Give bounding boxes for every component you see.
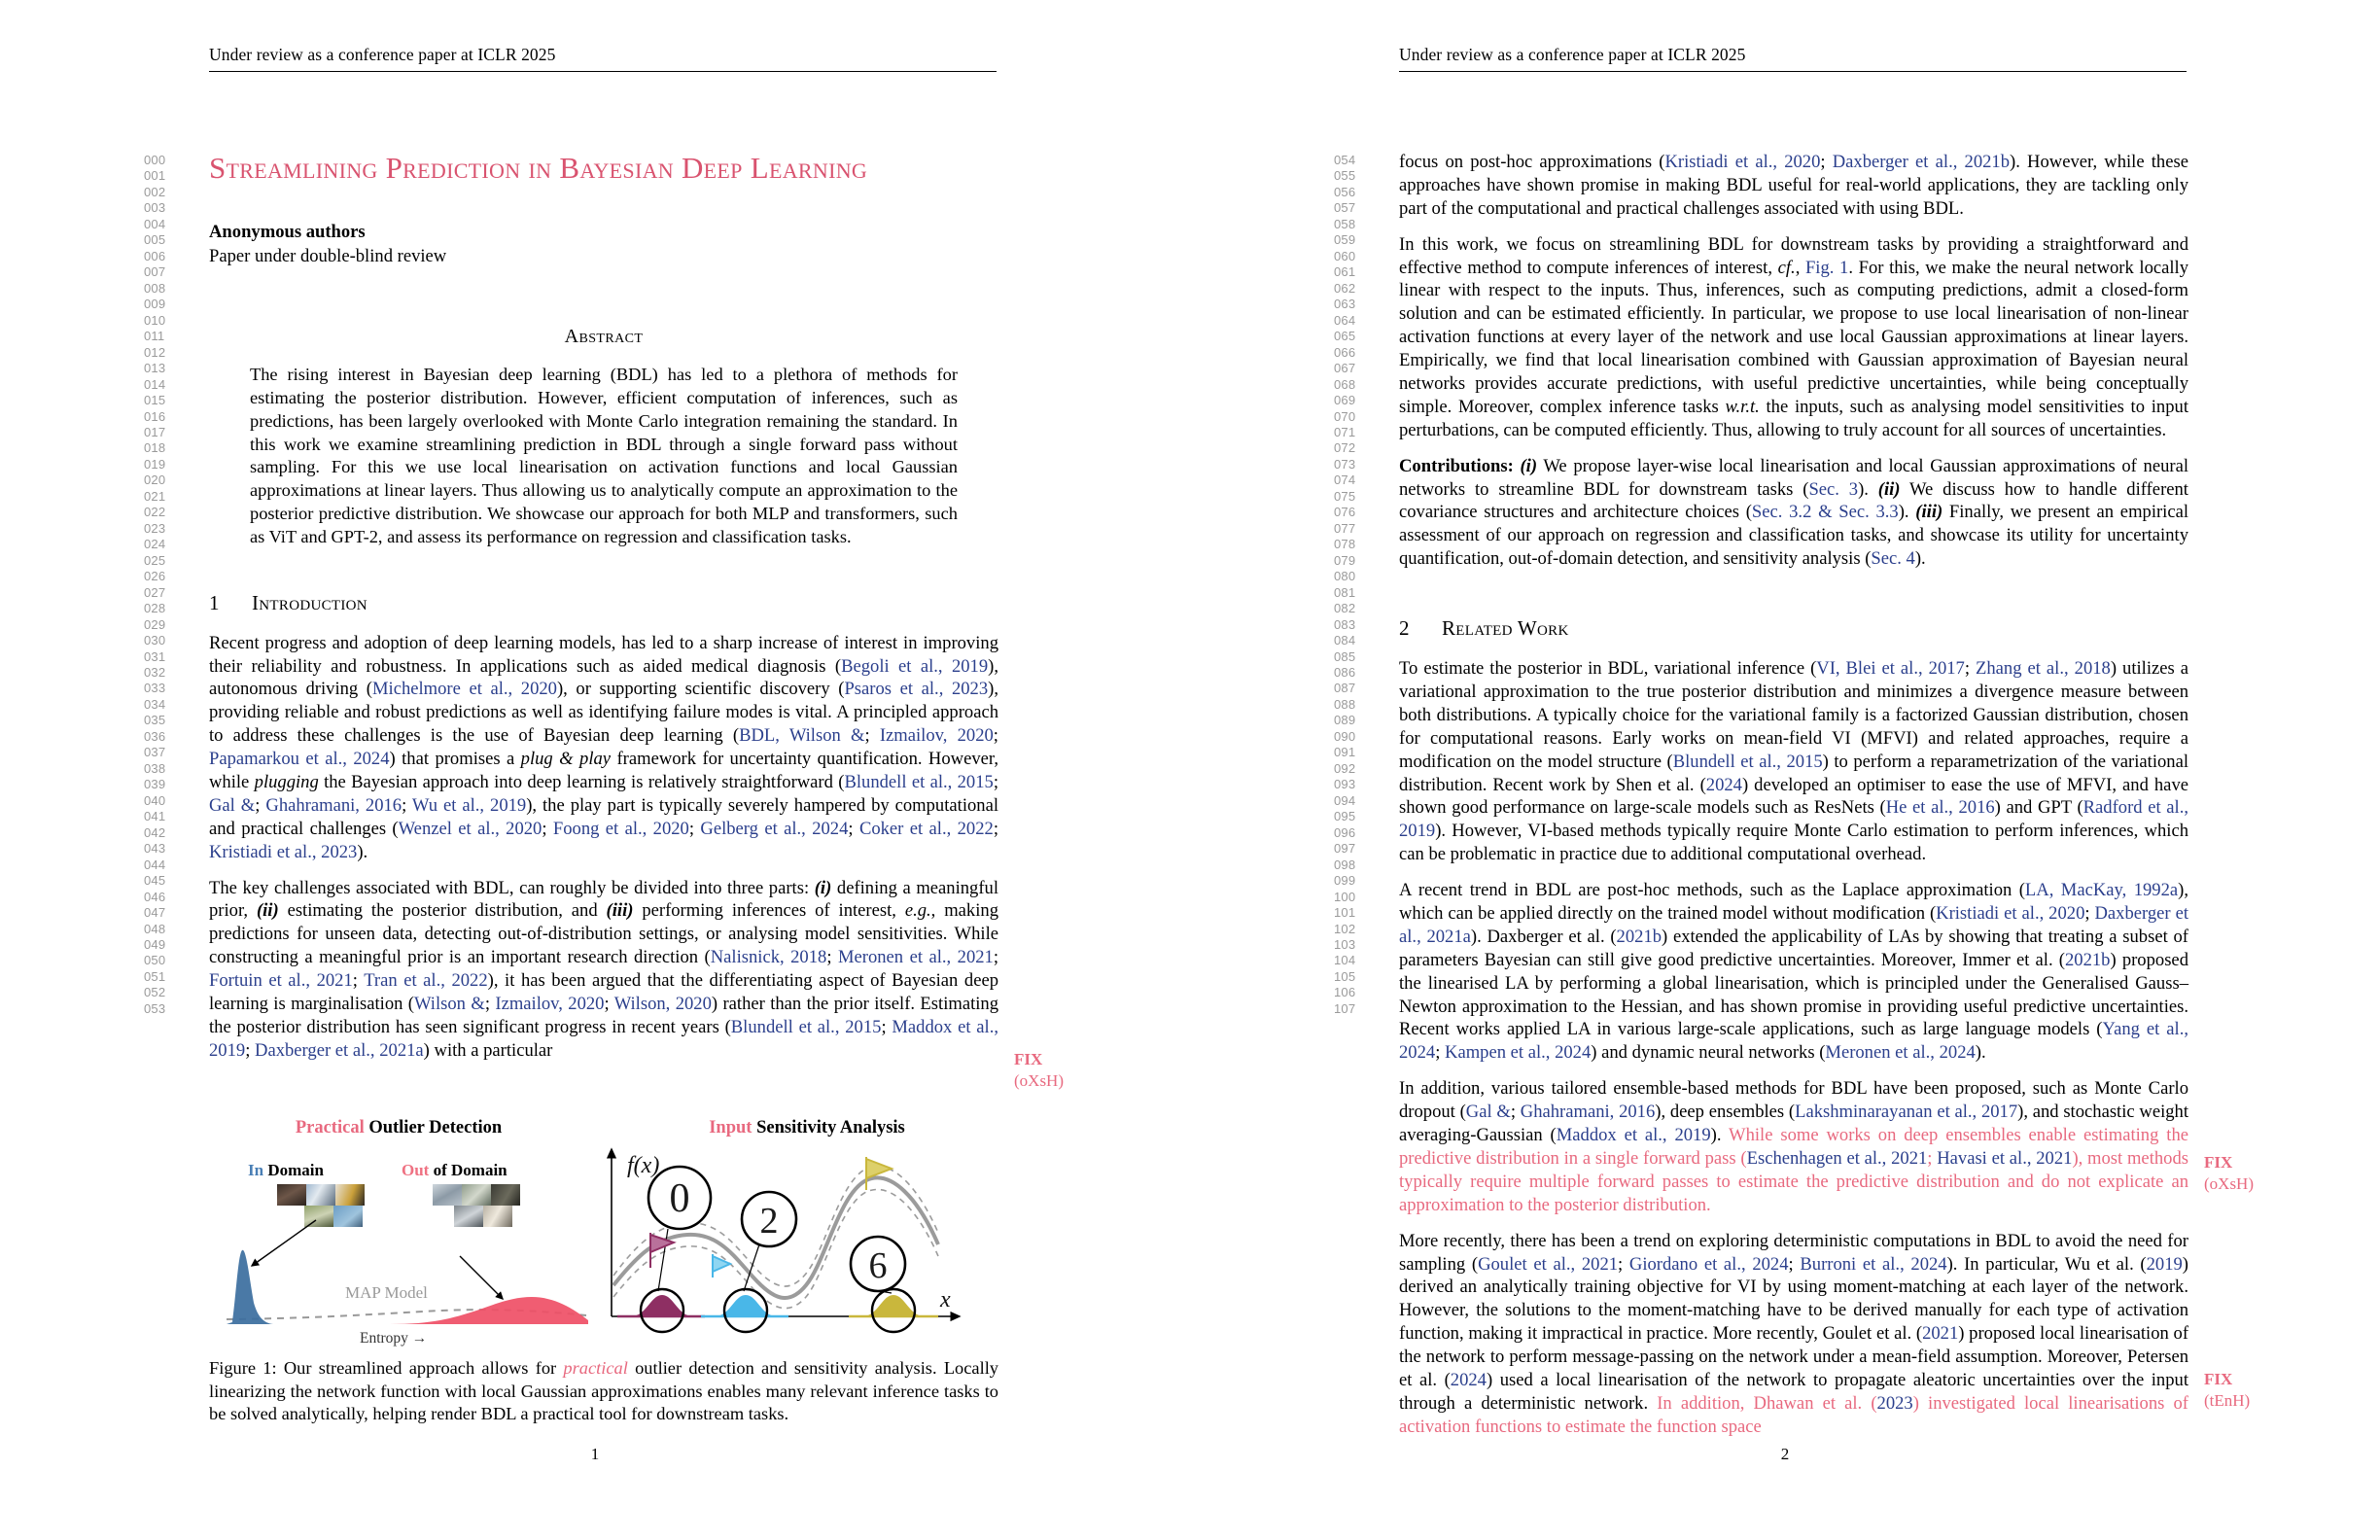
line-number: 098 [1334,857,1356,872]
line-number: 076 [1334,505,1356,520]
authors-name: Anonymous authors [209,222,366,243]
line-number: 054 [1334,153,1356,167]
line-number: 049 [144,936,166,952]
figure-right-title-highlight: Input [709,1118,752,1138]
cross-reference[interactable]: Sec. 4 [1871,548,1915,570]
line-number: 071 [1334,424,1356,439]
citation[interactable]: Meronen et al., 2024 [1825,1042,1976,1064]
line-number: 048 [144,921,166,936]
citation[interactable]: Kristiadi et al., 2020 [1936,903,2085,925]
figure-right-title [598,1118,1016,1138]
authors-note: Paper under double-blind review [209,245,447,266]
out-domain-rest: of Domain [429,1161,508,1179]
line-number: 042 [144,824,166,840]
line-number: 104 [1334,953,1356,968]
line-number: 009 [144,297,166,312]
section-heading-introduction [209,590,998,616]
line-number: 082 [1334,601,1356,616]
caption-rest: outlier detection and sensitivity analysis. Locally linearizing the network function with local Gaussian approximations enables many relevant inference tasks to be solved analytically, helping render BDL a practical tool for downstream tasks. [209,1358,998,1424]
running-header-left [209,45,997,72]
svg-text:0: 0 [669,1176,690,1221]
fix-label: FIX [1014,1050,1043,1068]
paragraph-this-work: In this work, we focus on streamlining BDL for downstream tasks by providing a straightforward and effective method to compute inferences of interest, cf., Fig. 1. For this, we make the neural network locally linear with respect to the inputs. Thus, inferences, such as computing predictions, admit a closed-form solution and can be estimated efficiently. In particular, we propose to use local linearisation of non-linear activation functions at every layer of the network and use local Gaussian approximations at linear layers. Empirically, we find that local linearisation combined with Gaussian approximation of Bayesian neural networks provides accurate predictions, with useful predictive uncertainties, while being conceptually simple. Moreover, complex inference tasks w.r.t. the inputs, such as analysing model sensitivities to input perturbations, can be computed efficiently. Thus, allowing to truly account for all sources of uncertainties. [1399,233,2189,440]
citation[interactable]: Blundell et al., 2015 [1672,751,1823,772]
line-number: 007 [144,264,166,280]
line-number: 062 [1334,280,1356,296]
line-number: 012 [144,344,166,360]
line-number: 005 [144,232,166,248]
citation[interactable]: 2021 [1922,1323,1959,1345]
paragraph-related-work-4: More recently, there has been a trend on exploring deterministic computations in BDL to avoid the need for sampling (Goulet et al., 2021; Giordano et al., 2024; Burroni et al., 2024). In particular, Wu et al. (2019) derived an analytically training objective for VI by using moment-matching at each layer of the network. However, the solutions to the moment-matching have to be derived manually for each type of activation function, making it impractical in practice. More recently, Goulet et al. (2021) proposed local linearisation of the network to perform message-passing on the network under a mean-field assumption. Moreover, Petersen et al. (2024) used a local linearisation of the network to propagate aleatoric uncertainties over the input through a deterministic network. In addition, Dhawan et al. (2023) investigated local linearisations of activation functions to estimate the function space [1399,1230,2189,1437]
cross-reference[interactable]: Sec. 3.2 & Sec. 3.3 [1751,502,1899,523]
citation[interactable]: Blundell et al., 2015 [844,771,994,792]
citation[interactable]: Kristiadi et al., 2023 [209,841,358,862]
line-number: 106 [1334,985,1356,1000]
line-number: 091 [1334,745,1356,760]
line-number: 034 [144,696,166,712]
citation[interactable]: Foong et al., 2020 [552,818,689,839]
citation[interactable]: Havasi et al., 2021 [1937,1147,2073,1169]
citation[interactable]: Burroni et al., 2024 [1800,1253,1947,1275]
line-number: 037 [144,745,166,760]
paragraph-posthoc: focus on post-hoc approximations (Kristiadi et al., 2020; Daxberger et al., 2021b). However, while these approaches have shown promise in making BDL useful for real-world applications, they are tackling only part of the computational and practical challenges associated with using BDL. [1399,152,2188,219]
line-number: 061 [1334,264,1356,280]
line-number: 051 [144,968,166,984]
svg-text:2: 2 [759,1201,779,1242]
in-domain-rest: Domain [263,1161,324,1179]
citation[interactable]: Maddox et al., 2019 [1556,1125,1711,1146]
line-number: 057 [1334,200,1356,216]
section-heading-related-work [1399,615,2188,642]
line-number: 094 [1334,792,1356,808]
citation[interactable]: Nalisnick, 2018 [710,947,827,968]
line-number: 069 [1334,393,1356,408]
section-title: Related Work [1442,616,1569,641]
citation[interactable]: Daxberger et al., 2021a [1399,903,2188,947]
citation[interactable]: Lakshminarayanan et al., 2017 [1795,1102,2018,1123]
line-number: 008 [144,280,166,296]
citation[interactable]: Maddox et al., 2019 [209,1016,999,1061]
line-number: 031 [144,648,166,664]
section-title: Introduction [252,590,368,614]
figure-panel-outlier-detection [199,1118,598,1347]
fix-id: (oXsH) [2204,1174,2254,1194]
line-number: 001 [144,168,166,184]
line-number: 075 [1334,488,1356,504]
page-number-left: 1 [590,1445,600,1463]
section-number: 1 [209,590,220,614]
line-number: 105 [1334,968,1356,984]
line-number: 053 [144,1000,166,1016]
fix-margin-note-1 [1014,1049,1103,1092]
line-number: 056 [1334,184,1356,199]
line-number: 078 [1334,537,1356,552]
line-number: 002 [144,184,166,199]
citation[interactable]: LA, MacKay, 1992a [2024,880,2179,901]
citation[interactable]: Yang et al., 2024 [1399,1019,2188,1064]
citation[interactable]: Radford et al., 2019 [1399,797,2188,842]
line-number: 073 [1334,456,1356,472]
citation[interactable]: Izmailov, 2020 [495,993,605,1014]
in-domain-highlight: In [248,1161,264,1179]
fix-label: FIX [2204,1153,2233,1172]
figure-panel-sensitivity-analysis [598,1118,1016,1337]
section-number: 2 [1399,616,1410,641]
line-number: 100 [1334,889,1356,904]
line-number: 019 [144,456,166,472]
svg-text:f(x): f(x) [627,1153,660,1178]
citation[interactable]: Wilson & [414,993,485,1014]
line-number: 096 [1334,824,1356,840]
citation[interactable]: Kampen et al., 2024 [1445,1042,1592,1064]
paragraph-intro-1: Recent progress and adoption of deep learning models, has led to a sharp increase of interest in improving their reliability and robustness. In applications such as aided medical diagnosis (Begoli et al., 2019), autonomous driving (Michelmore et al., 2020), or supporting scientific discovery (Psaros et al., 2023), providing reliable and robust predictions as well as identifying failure modes is vital. A principled approach to address these challenges is the use of Bayesian deep learning (BDL, Wilson &; Izmailov, 2020; Papamarkou et al., 2024) that promises a plug & play framework for uncertainty quantification. However, while plugging the Bayesian approach into deep learning is relatively straightforward (Blundell et al., 2015; Gal &; Ghahramani, 2016; Wu et al., 2019), the play part is typically severely hampered by computational and practical challenges (Wenzel et al., 2020; Foong et al., 2020; Gelberg et al., 2024; Coker et al., 2022; Kristiadi et al., 2023). [209,632,998,862]
citation[interactable]: Goulet et al., 2021 [1478,1253,1619,1275]
line-number: 038 [144,760,166,776]
line-number: 077 [1334,520,1356,536]
line-number: 095 [1334,809,1356,824]
line-number: 027 [144,584,166,600]
citation[interactable]: VI, Blei et al., 2017 [1816,658,1965,680]
figure-left-title-highlight: Practical [295,1118,365,1138]
fix-id: (tEnH) [2204,1391,2251,1411]
svg-text:x: x [940,1287,951,1312]
running-header-text: Under review as a conference paper at ICLR 2025 [1399,45,2187,72]
citation[interactable]: Wenzel et al., 2020 [398,818,542,839]
line-number: 101 [1334,905,1356,921]
citation[interactable]: Ghahramani, 2016 [265,794,402,816]
line-number: 079 [1334,552,1356,568]
citation[interactable]: Ghahramani, 2016 [1520,1102,1656,1123]
running-header-text: Under review as a conference paper at ICLR 2025 [209,45,997,72]
fix-highlighted-text: In addition, Dhawan et al. (2023) investigated local linearisations of activation functions to estimate the function space [1399,1392,2188,1437]
line-numbers-left [144,154,165,1018]
line-number: 044 [144,857,166,872]
line-number: 059 [1334,232,1356,248]
line-number: 067 [1334,361,1356,376]
line-number: 052 [144,985,166,1000]
line-number: 013 [144,361,166,376]
citation[interactable]: Daxberger et al., 2021b [1832,152,2011,172]
fix-margin-note-2 [2204,1152,2293,1195]
line-number: 017 [144,424,166,439]
line-number: 022 [144,505,166,520]
line-number: 035 [144,713,166,728]
line-number: 028 [144,601,166,616]
line-number: 063 [1334,297,1356,312]
caption-prefix: Figure 1: Our streamlined approach allows for [209,1358,564,1378]
line-number: 092 [1334,760,1356,776]
line-number: 021 [144,488,166,504]
citation[interactable]: 2024 [1450,1369,1487,1390]
line-number: 097 [1334,841,1356,857]
cross-reference[interactable]: Sec. 3 [1808,478,1859,500]
citation[interactable]: Psaros et al., 2023 [844,679,989,700]
citation[interactable]: Gelberg et al., 2024 [700,818,849,839]
paragraph-intro-2: The key challenges associated with BDL, can roughly be divided into three parts: (i) defining a meaningful prior, (ii) estimating the posterior distribution, and (iii) performing inferences of interest, e.g., making predictions for unseen data, detecting out-of-distribution settings, or analysing model sensitivities. While constructing a meaningful prior is an important research direction (Nalisnick, 2018; Meronen et al., 2021; Fortuin et al., 2021; Tran et al., 2022), it has been argued that the differentiating aspect of Bayesian deep learning is marginalisation (Wilson &; Izmailov, 2020; Wilson, 2020) rather than the prior itself. Estimating the posterior distribution has seen significant progress in recent years (Blundell et al., 2015; Maddox et al., 2019; Daxberger et al., 2021a) with a particular [209,877,999,1061]
line-number: 000 [144,153,166,167]
fix-highlighted-text: While some works on deep ensembles enable estimating the predictive distribution in a single forward pass (Eschenhagen et al., 2021; Havasi et al., 2021), most methods typically require multiple forward passes to estimate the predictive distribution and do not explicate an approximation to the posterior distribution. [1399,1125,2188,1215]
line-number: 020 [144,472,166,488]
line-number: 058 [1334,216,1356,231]
line-number: 088 [1334,696,1356,712]
line-number: 081 [1334,584,1356,600]
line-number: 033 [144,681,166,696]
citation[interactable]: Michelmore et al., 2020 [372,679,557,700]
citation[interactable]: Blundell et al., 2015 [730,1016,882,1037]
citation[interactable]: Papamarkou et al., 2024 [209,749,390,770]
paragraph-related-work-3: In addition, various tailored ensemble-based methods for BDL have been proposed, such as Monte Carlo dropout (Gal &; Ghahramani, 2016), deep ensembles (Lakshminarayanan et al., 2017), and stochastic weight averaging-Gaussian (Maddox et al., 2019). While some works on deep ensembles enable estimating the predictive distribution in a single forward pass (Eschenhagen et al., 2021; Havasi et al., 2021), most methods typically require multiple forward passes to estimate the predictive distribution and do not explicate an approximation to the posterior distribution. [1399,1078,2189,1215]
citation[interactable]: 2019 [2146,1253,2183,1275]
line-number: 041 [144,809,166,824]
line-number: 036 [144,728,166,744]
line-number: 046 [144,889,166,904]
line-number: 107 [1334,1000,1356,1016]
line-number: 047 [144,905,166,921]
citation[interactable]: Zhang et al., 2018 [1976,658,2111,680]
paragraph-contributions: Contributions: (i) We propose layer-wise local linearisation and local Gaussian approximations of neural networks to streamline BDL for downstream tasks (Sec. 3). (ii) We discuss how to handle different covariance structures and architecture choices (Sec. 3.2 & Sec. 3.3). (iii) Finally, we present an empirical assessment of our approach on regression and classification tasks, and showcase its utility for uncertainty quantification, out-of-domain detection, and sensitivity analysis (Sec. 4). [1399,455,2189,570]
citation[interactable]: Giordano et al., 2024 [1628,1253,1789,1275]
fix-id: (oXsH) [1014,1071,1064,1091]
line-number: 004 [144,216,166,231]
line-number: 032 [144,665,166,680]
outlier-detection-plot [199,1118,598,1337]
line-number: 024 [144,537,166,552]
citation[interactable]: 2021b [1616,926,1662,947]
citation[interactable]: Wu et al., 2019 [411,794,527,816]
out-domain-highlight: Out [402,1161,430,1179]
citation[interactable]: Eschenhagen et al., 2021 [1746,1147,1928,1169]
page-right [1190,0,2380,1540]
abstract-heading: Abstract [564,326,644,348]
line-number: 074 [1334,472,1356,488]
line-number: 083 [1334,616,1356,632]
line-number: 055 [1334,168,1356,184]
line-number: 099 [1334,873,1356,889]
line-number: 087 [1334,681,1356,696]
citation[interactable]: Daxberger et al., 2021a [255,1039,424,1061]
line-number: 025 [144,552,166,568]
abstract-text: The rising interest in Bayesian deep learning (BDL) has led to a plethora of methods for estimating the posterior distribution. However, efficient computation of inferences, such as predictions, has been largely overlooked with Monte Carlo integration remaining the standard. In this work we examine streamlining prediction in BDL through a single forward pass without sampling. For this we use local linearisation on activation functions and local Gaussian approximations at linear layers. Thus allowing us to analytically compute an approximation to the posterior predictive distribution. We showcase our approach for both MLP and transformers, such as ViT and GPT-2, and assess its performance on regression and classification tasks. [250,365,958,546]
line-number: 068 [1334,376,1356,392]
line-number: 084 [1334,633,1356,648]
figure-1 [199,1118,1016,1347]
line-number: 045 [144,873,166,889]
line-number: 089 [1334,713,1356,728]
line-number: 015 [144,393,166,408]
citation[interactable]: 2021b [2064,949,2111,970]
fix-margin-note-3 [2204,1369,2293,1412]
line-number: 014 [144,376,166,392]
contributions-label: Contributions: [1399,455,1514,476]
line-number: 065 [1334,329,1356,344]
line-number: 003 [144,200,166,216]
figure-right-title-rest: Sensitivity Analysis [752,1118,905,1138]
line-number: 023 [144,520,166,536]
line-number: 016 [144,408,166,424]
page-title: Streamlining Prediction in Bayesian Deep Learning [209,151,868,185]
citation[interactable]: Gal & [209,794,256,816]
citation[interactable]: Begoli et al., 2019 [841,655,989,677]
line-number: 026 [144,569,166,584]
citation[interactable]: Wilson, 2020 [613,993,712,1014]
fix-label: FIX [2204,1370,2233,1388]
authors-block [209,221,998,268]
citation[interactable]: Coker et al., 2022 [858,818,994,839]
line-number: 050 [144,953,166,968]
citation[interactable]: Tran et al., 2022 [364,970,488,992]
entropy-axis-label: Entropy → [360,1330,428,1347]
cross-reference[interactable]: Fig. 1 [1804,257,1849,278]
line-number: 085 [1334,648,1356,664]
citation[interactable]: Fortuin et al., 2021 [209,970,353,992]
citation[interactable]: 2023 [1876,1392,1913,1414]
citation[interactable]: He et al., 2016 [1885,797,1995,819]
map-model-label: MAP Model [345,1283,428,1302]
line-number: 010 [144,312,166,328]
line-number: 070 [1334,408,1356,424]
line-numbers-right [1334,154,1355,1018]
paragraph-related-work-2: A recent trend in BDL are post-hoc methods, such as the Laplace approximation (LA, MacKay, 1992a), which can be applied directly on the trained model without modification (Kristiadi et al., 2020; Daxberger et al., 2021a). Daxberger et al. (2021b) extended the applicability of LAs by showing that treating a subset of parameters Bayesian can still give good predictive uncertainties. Moreover, Immer et al. (2021b) proposed the linearised LA by performing a global linearisation, which is principled under the Generalised Gauss–Newton approximation to the Hessian, and has shown promise in providing useful predictive uncertainties. Recent works applied LA in various large-scale applications, such as large language models (Yang et al., 2024; Kampen et al., 2024) and dynamic neural networks (Meronen et al., 2024). [1399,880,2188,1064]
citation[interactable]: 2024 [1705,774,1742,795]
line-number: 030 [144,633,166,648]
svg-text:6: 6 [868,1245,888,1286]
sensitivity-plot [598,1139,1016,1344]
citation[interactable]: Izmailov, 2020 [879,725,994,747]
line-number: 072 [1334,440,1356,456]
line-number: 040 [144,792,166,808]
citation[interactable]: BDL, Wilson & [739,725,865,747]
line-number: 066 [1334,344,1356,360]
figure-left-title-rest: Outlier Detection [364,1118,503,1138]
citation[interactable]: Gal & [1465,1102,1511,1123]
page-number-right: 2 [1780,1445,1790,1463]
citation[interactable]: Meronen et al., 2021 [837,947,994,968]
line-number: 043 [144,841,166,857]
line-number: 064 [1334,312,1356,328]
line-number: 060 [1334,248,1356,263]
paragraph-related-work-1: To estimate the posterior in BDL, variational inference (VI, Blei et al., 2017; Zhang et al., 2018) utilizes a variational approximation to the true posterior distribution and minimizes a divergence measure between both distributions. A typically choice for the variational family is a factorized Gaussian distribution, chosen for computational reasons. Early works on mean-field VI (MFVI) and related approaches, require a modification on the model structure (Blundell et al., 2015) to perform a reparametrization of the variational distribution. Recent work by Shen et al. (2024) developed an optimiser to ease the use of MFVI, and have shown good performance on large-scale models such as ResNets (He et al., 2016) and GPT (Radford et al., 2019). However, VI-based methods typically require Monte Carlo estimation to perform inferences, which can be problematic in practice due to additional computational overhead. [1399,658,2189,865]
line-number: 039 [144,777,166,792]
caption-italic: practical [563,1358,628,1378]
line-number: 102 [1334,921,1356,936]
running-header-right [1399,45,2187,72]
line-number: 090 [1334,728,1356,744]
line-number: 029 [144,616,166,632]
citation[interactable]: Kristiadi et al., 2020 [1664,152,1821,172]
line-number: 103 [1334,936,1356,952]
line-number: 093 [1334,777,1356,792]
line-number: 080 [1334,569,1356,584]
line-number: 086 [1334,665,1356,680]
line-number: 018 [144,440,166,456]
line-number: 006 [144,248,166,263]
figure-caption [209,1357,998,1426]
line-number: 011 [144,329,165,344]
